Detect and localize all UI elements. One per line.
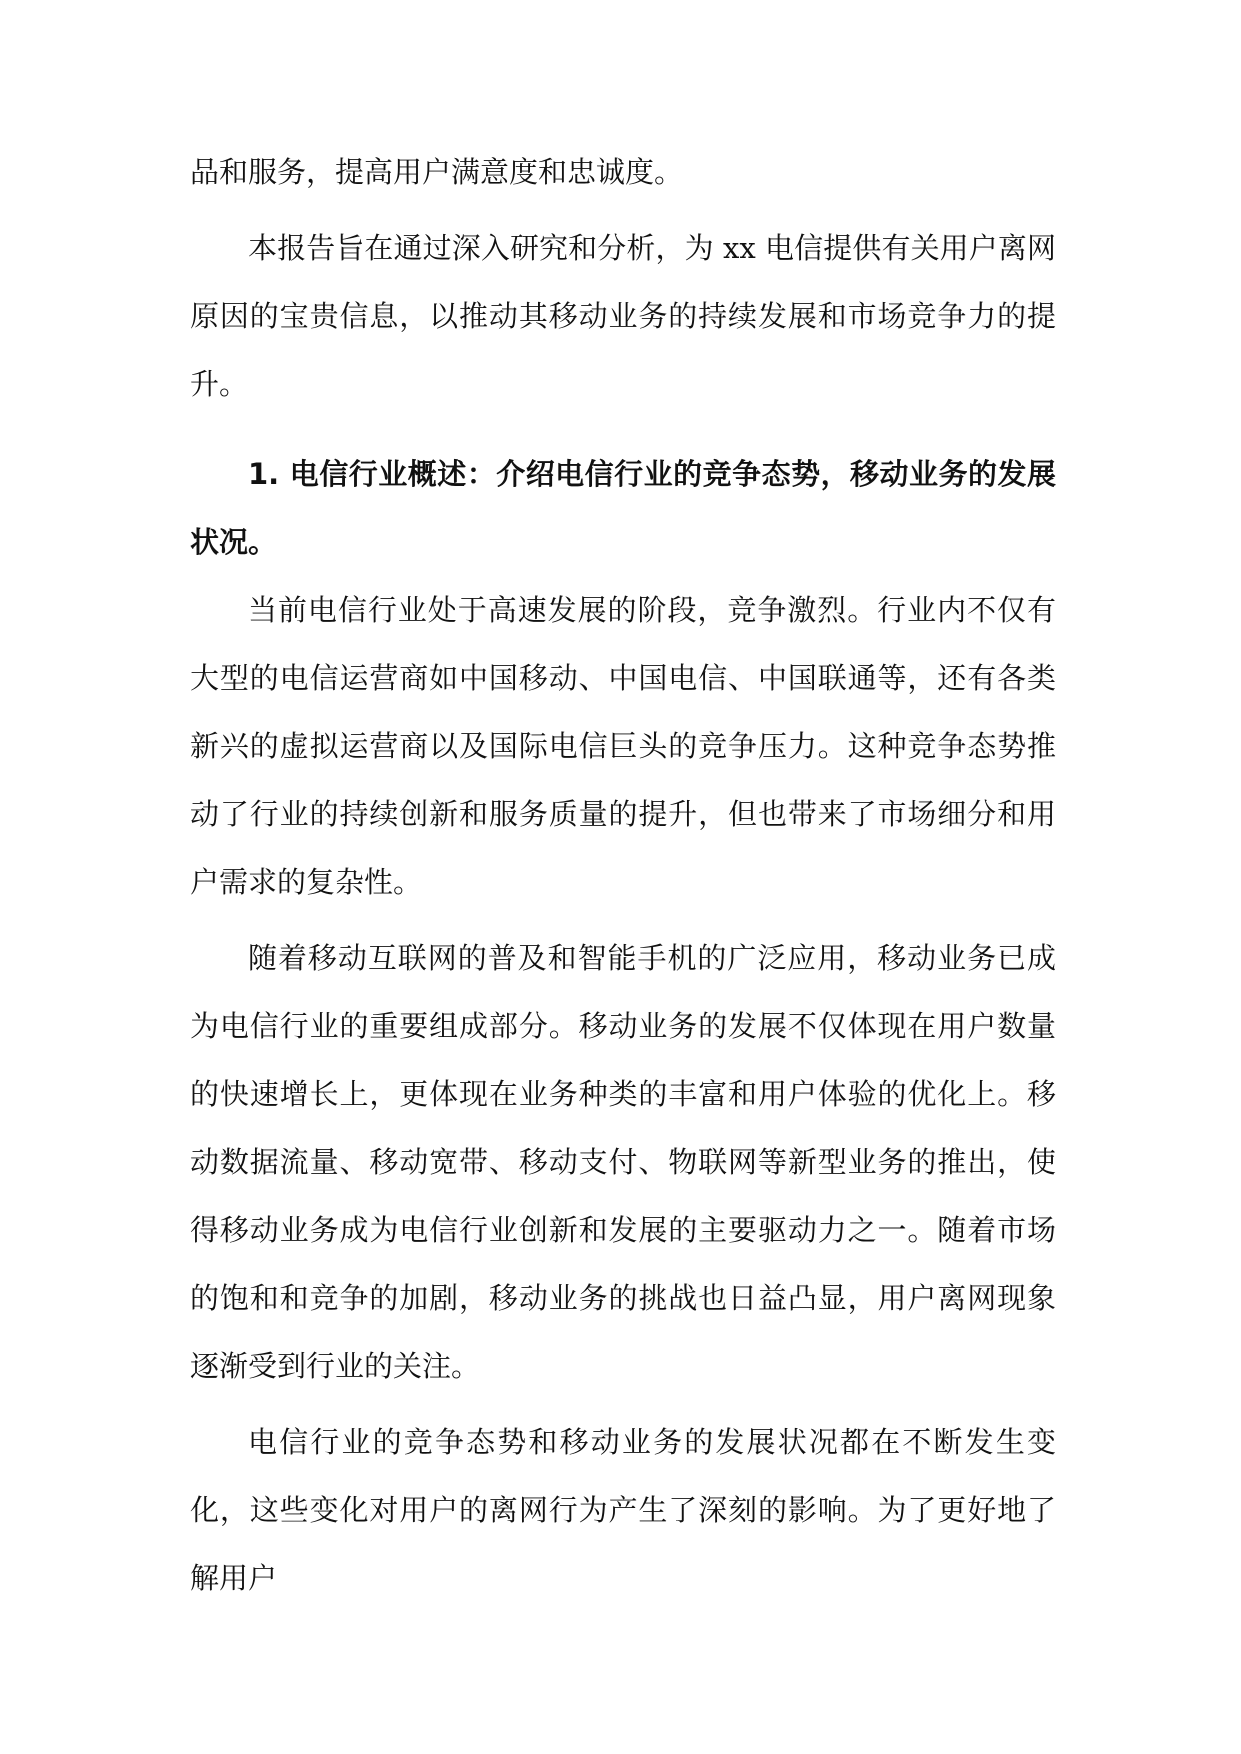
section-heading xyxy=(190,440,1056,576)
section-heading-text: 电信行业概述：介绍电信行业的竞争态势，移动业务的发展状况。 xyxy=(190,457,1056,559)
paragraph-gap xyxy=(190,206,1056,214)
paragraph-industry-competition: 当前电信行业处于高速发展的阶段，竞争激烈。行业内不仅有大型的电信运营商如中国移动、中国电信、中国联通等，还有各类新兴的虚拟运营商以及国际电信巨头的竞争压力。这种竞争态势推动了行业的持续创新和服务质量的提升，但也带来了市场细分和用户需求的复杂性。 xyxy=(190,593,1056,899)
section-heading-number: 1. xyxy=(248,457,280,491)
paragraph-continuation: 品和服务，提高用户满意度和忠诚度。 xyxy=(190,155,684,189)
paragraph-gap xyxy=(190,1400,1056,1408)
paragraph-report-purpose: 本报告旨在通过深入研究和分析，为 xx 电信提供有关用户离网原因的宝贵信息，以推动其移动业务的持续发展和市场竞争力的提升。 xyxy=(190,231,1056,401)
document-body xyxy=(190,138,1056,1612)
paragraph-mobile-business: 随着移动互联网的普及和智能手机的广泛应用，移动业务已成为电信行业的重要组成部分。移动业务的发展不仅体现在用户数量的快速增长上，更体现在业务种类的丰富和用户体验的优化上。移动数据流量、移动宽带、移动支付、物联网等新型业务的推出，使得移动业务成为电信行业创新和发展的主要驱动力之一。随着市场的饱和和竞争的加剧，移动业务的挑战也日益凸显，用户离网现象逐渐受到行业的关注。 xyxy=(190,941,1056,1383)
paragraph-gap xyxy=(190,916,1056,924)
paragraph-changes-impact: 电信行业的竞争态势和移动业务的发展状况都在不断发生变化，这些变化对用户的离网行为产生了深刻的影响。为了更好地了解用户 xyxy=(190,1425,1056,1595)
